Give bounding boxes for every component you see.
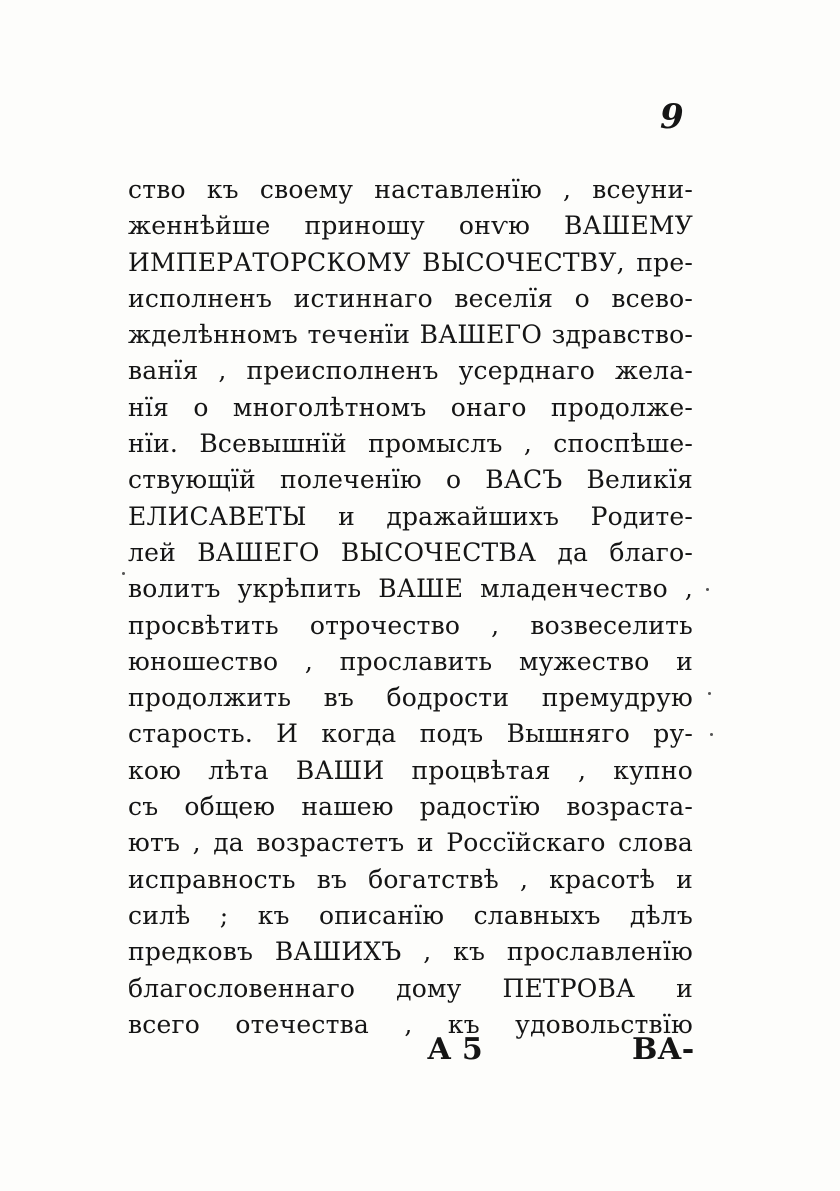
text-line: лей ВАШЕГО ВЫСОЧЕСТВА да благо- [128,537,693,567]
ink-speck [122,572,125,575]
text-line: нїя о многолѣтномъ онаго продолже- [128,392,693,422]
text-line: съ общею нашею радостїю возраста- [128,792,693,822]
text-line: исправность въ богатствѣ , красотѣ и [128,864,693,894]
text-line: ванїя , преисполненъ усерднаго жела- [128,356,693,386]
text-line: волитъ укрѣпить ВАШЕ младенчество , [128,574,693,604]
catchword: ВА- [632,1032,695,1067]
text-line: благословеннаго дому ПЕТРОВА и [128,973,693,1003]
text-line: женнѣйше приношу онѵю ВАШЕМУ [128,211,693,241]
text-line: ствующїй полеченїю о ВАСЪ Великїя [128,465,693,495]
ink-speck [708,692,711,695]
text-line: продолжить въ бодрости премудрую [128,683,693,713]
page-number: 9 [660,97,684,137]
ink-speck [706,588,709,591]
text-line: просвѣтить отрочество , возвеселить [128,610,693,640]
text-line: старость. И когда подъ Вышняго ру- [128,719,693,749]
text-line: силѣ ; къ описанїю славныхъ дѣлъ [128,900,693,930]
text-line: юношество , прославить мужество и [128,646,693,676]
body-text [128,172,693,1043]
text-line: кою лѣта ВАШИ процвѣтая , купно [128,755,693,785]
ink-speck [710,733,713,736]
text-line: ИМПЕРАТОРСКОМУ ВЫСОЧЕСТВУ, пре- [128,247,693,277]
text-line: жделѣнномъ теченїи ВАШЕГО здравство- [128,320,693,350]
signature-mark: А 5 [427,1032,483,1067]
text-line: всего отечества , къ удовольствїю [128,1009,693,1039]
text-line: исполненъ истиннаго веселїя о всево- [128,283,693,313]
text-line: предковъ ВАШИХЪ , къ прославленїю [128,937,693,967]
text-line: нїи. Всевышнїй промыслъ , споспѣше- [128,429,693,459]
text-line: ЕЛИСАВЕТЫ и дражайшихъ Родите- [128,501,693,531]
text-line: ютъ , да возрастетъ и Россїйскаго слова [128,828,693,858]
text-line: ство къ своему наставленїю , всеуни- [128,175,693,204]
page-footer [0,1032,840,1076]
